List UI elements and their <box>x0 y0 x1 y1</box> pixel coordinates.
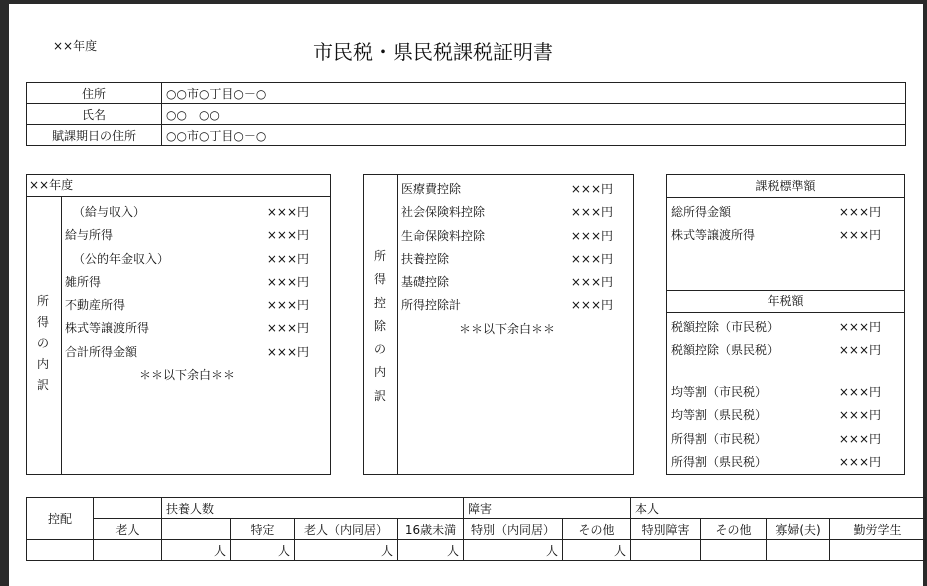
list-item: 基礎控除 ×××円 <box>401 275 613 290</box>
self-col-special-disability: 特別障害 <box>631 519 701 540</box>
dep-col-elderly: 老人（内同居） <box>295 519 398 540</box>
list-item: 所得控除計 ×××円 <box>401 298 613 313</box>
list-item: 税額控除（県民税） ×××円 <box>671 343 881 358</box>
name-value: ○○ ○○ <box>162 104 906 125</box>
list-item: 医療費控除 ×××円 <box>401 182 613 196</box>
page-title: 市民税・県民税課税証明書 <box>313 40 553 64</box>
list-item: 社会保険料控除 ×××円 <box>401 205 613 220</box>
list-item: 均等割（県民税） ×××円 <box>671 408 881 423</box>
list-item: 給与所得 ×××円 <box>65 228 309 243</box>
dep-col-under16: 16歳未満 <box>398 519 464 540</box>
income-side-label: 所 得 の 内 訳 <box>36 294 49 392</box>
income-list <box>65 201 309 387</box>
self-header: 本人 <box>631 498 926 519</box>
address-value: ○○市○丁目○－○ <box>162 83 906 104</box>
income-breakdown-box <box>26 174 331 475</box>
list-item: 所得割（県民税） ×××円 <box>671 454 881 469</box>
list-item: 総所得金額 ×××円 <box>671 205 881 219</box>
list-item: 生命保険料控除 ×××円 <box>401 228 613 243</box>
dependents-table <box>26 497 926 561</box>
annual-tax-header: 年税額 <box>767 294 804 308</box>
list-item: 所得割（市民税） ×××円 <box>671 431 881 446</box>
annual-tax-list-top <box>671 316 881 363</box>
list-item: 扶養控除 ×××円 <box>401 251 613 266</box>
count-unit: 人 <box>231 540 295 561</box>
list-item: 株式等譲渡所得 ×××円 <box>65 321 309 336</box>
tax-summary-box <box>666 174 905 475</box>
spouse-deduction-header: 控配 <box>27 498 94 540</box>
assessment-address-label: 賦課期日の住所 <box>27 125 162 146</box>
tax-base-header: 課税標準額 <box>755 179 816 193</box>
certificate-page <box>9 4 923 586</box>
deduction-side-label: 所 得 控 除 の 内 訳 <box>373 249 386 403</box>
deduction-list <box>401 178 613 341</box>
list-item: 税額控除（市民税） ×××円 <box>671 320 881 334</box>
self-col-widow: 寡婦(夫) <box>767 519 830 540</box>
income-year: ××年度 <box>29 178 74 192</box>
name-label: 氏名 <box>27 104 162 125</box>
header-year: ××年度 <box>53 39 98 53</box>
list-item: （給与収入） ×××円 <box>73 205 309 219</box>
table-row <box>27 498 926 519</box>
tax-base-list <box>671 201 881 248</box>
spouse-elderly-label: 老人 <box>94 519 162 540</box>
table-row <box>27 519 926 540</box>
self-col-other: その他 <box>701 519 767 540</box>
deduction-footer: ＊＊以下余白＊＊ <box>458 321 555 336</box>
table-row <box>27 104 906 125</box>
count-unit: 人 <box>162 540 231 561</box>
count-unit: 人 <box>563 540 631 561</box>
assessment-address-value: ○○市○丁目○－○ <box>162 125 906 146</box>
list-item: 株式等譲渡所得 ×××円 <box>671 228 881 243</box>
list-item: 合計所得金額 ×××円 <box>65 344 309 359</box>
dependents-header: 扶養人数 <box>162 498 464 519</box>
list-item: 不動産所得 ×××円 <box>65 298 309 313</box>
count-unit: 人 <box>464 540 563 561</box>
list-item: 雑所得 ×××円 <box>65 274 309 289</box>
disability-header: 障害 <box>464 498 631 519</box>
person-info-table <box>26 82 906 146</box>
self-col-working-student: 勤労学生 <box>830 519 926 540</box>
dis-col-special: 特別（内同居） <box>464 519 563 540</box>
dis-col-other: その他 <box>563 519 631 540</box>
address-label: 住所 <box>27 83 162 104</box>
dep-col-specific: 特定 <box>231 519 295 540</box>
deduction-breakdown-box <box>363 174 634 475</box>
annual-tax-list-bottom <box>671 381 881 474</box>
table-row <box>27 125 906 146</box>
table-row <box>27 83 906 104</box>
count-unit: 人 <box>398 540 464 561</box>
list-item: 均等割（市民税） ×××円 <box>671 385 881 399</box>
income-footer: ＊＊以下余白＊＊ <box>138 368 235 383</box>
count-unit: 人 <box>295 540 398 561</box>
list-item: （公的年金収入） ×××円 <box>73 251 309 266</box>
table-row <box>27 540 926 561</box>
